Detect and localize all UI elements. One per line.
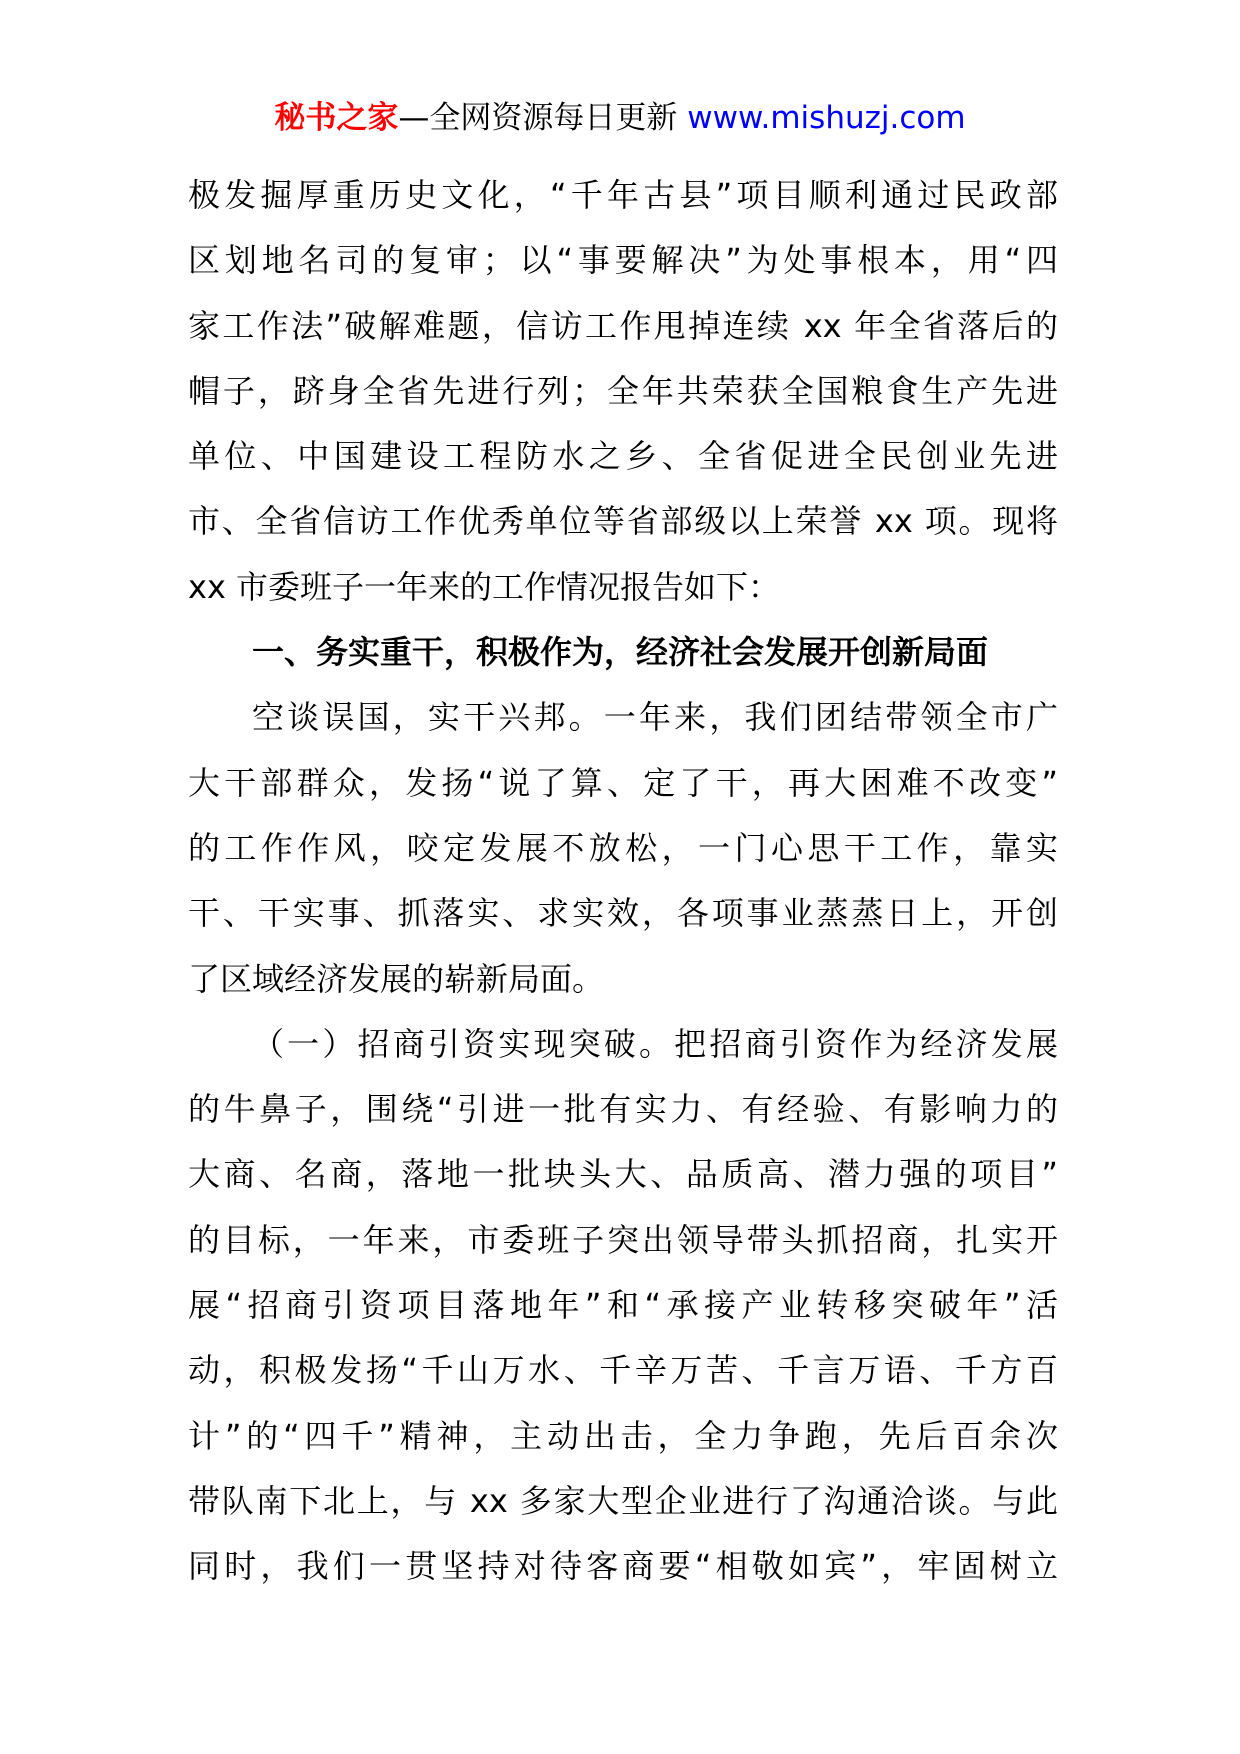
paragraph-line: 市、全省信访工作优秀单位等省部级以上荣誉 xx 项。现将 — [188, 502, 1058, 541]
header-tagline: —全网资源每日更新 — [398, 100, 688, 136]
document-body — [188, 163, 1058, 1600]
paragraph-line: 的目标，一年来，市委班子突出领导带头抓招商，扎实开 — [188, 1220, 1058, 1259]
paragraph-line: 家工作法”破解难题，信访工作甩掉连续 xx 年全省落后的 — [188, 306, 1058, 345]
paragraph-line: 单位、中国建设工程防水之乡、全省促进全民创业先进 — [188, 437, 1058, 476]
section-heading: 一、务实重干，积极作为，经济社会发展开创新局面 — [252, 633, 989, 672]
paragraph-line-first: 空谈误国，实干兴邦。一年来，我们团结带领全市广 — [252, 698, 1058, 737]
paragraph-line: 极发掘厚重历史文化，“千年古县”项目顺利通过民政部 — [188, 176, 1058, 214]
paragraph-line: 大商、名商，落地一批块头大、品质高、潜力强的项目” — [188, 1155, 1058, 1194]
page-header — [0, 96, 1240, 140]
paragraph-line: 帽子，跻身全省先进行列；全年共荣获全国粮食生产先进 — [188, 371, 1058, 410]
paragraph-line: 带队南下北上，与 xx 多家大型企业进行了沟通洽谈。与此 — [188, 1481, 1058, 1520]
paragraph-line: 区划地名司的复审；以“事要解决”为处事根本，用“四 — [188, 241, 1058, 280]
paragraph-line: 的工作作风，咬定发展不放松，一门心思干工作，靠实 — [188, 828, 1058, 867]
paragraph-line-last: xx 市委班子一年来的工作情况报告如下： — [188, 567, 781, 606]
paragraph-line: 的牛鼻子，围绕“引进一批有实力、有经验、有影响力的 — [188, 1090, 1058, 1129]
site-url-link[interactable]: www.mishuzj.com — [687, 100, 966, 136]
paragraph-line: 计”的“四千”精神，主动出击，全力争跑，先后百余次 — [188, 1416, 1058, 1455]
paragraph-line: 同时，我们一贯坚持对待客商要“相敬如宾”，牢固树立 — [188, 1547, 1058, 1586]
paragraph-line: 展“招商引资项目落地年”和“承接产业转移突破年”活 — [188, 1286, 1058, 1325]
paragraph-line: 动，积极发扬“千山万水、千辛万苦、千言万语、千方百 — [188, 1351, 1058, 1390]
brand-name: 秘书之家 — [274, 100, 399, 136]
paragraph-line: 大干部群众，发扬“说了算、定了干，再大困难不改变” — [188, 763, 1058, 802]
paragraph-line-first: （一）招商引资实现突破。把招商引资作为经济发展 — [252, 1024, 1058, 1063]
paragraph-line: 干、干实事、抓落实、求实效，各项事业蒸蒸日上，开创 — [188, 894, 1058, 933]
paragraph-line-last: 了区域经济发展的崭新局面。 — [188, 959, 605, 998]
